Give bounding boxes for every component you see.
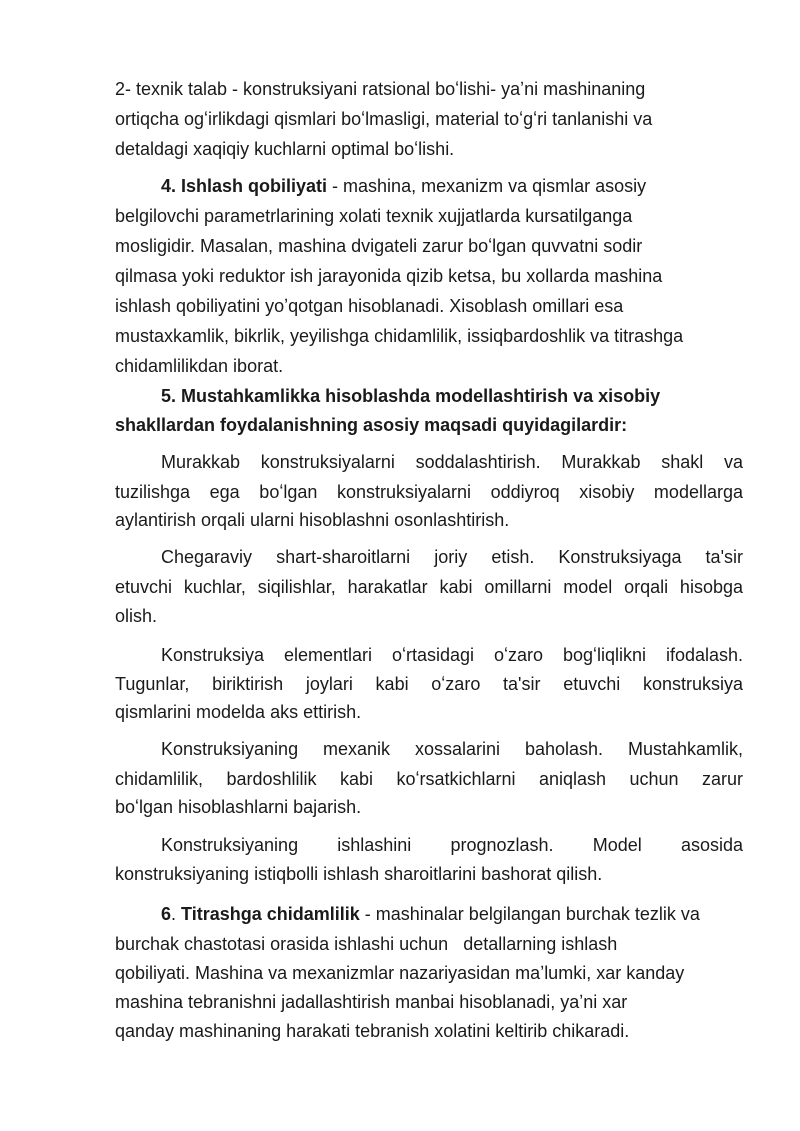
section4-line-1-rest: - mashina, mexanizm va qismlar asosiy [327,176,647,196]
section4-line-3: mosligidir. Masalan, mashina dvigateli zarur boʻlgan quvvatni sodir [115,236,643,256]
section4-line-2: belgilovchi parametrlarining xolati texnik xujjatlarda kursatilganga [115,206,633,226]
section6-dot: . [171,904,182,924]
section6-line-1 [161,901,700,927]
section6-line-1-rest: - mashinalar belgilangan burchak tezlik va [359,904,700,924]
paragraph-5-line-1: Konstruksiyaning ishlashini prognozlash. Model asosida [161,835,743,855]
section6-line-4: mashina tebranishni jadallashtirish manbai hisoblanadi, yaʼni xar [115,992,628,1012]
paragraph-1-line-3: aylantirish orqali ularni hisoblashni osonlashtirish. [115,510,510,530]
paragraph-1-line-2: tuzilishga ega boʻlgan konstruksiyalarni oddiyroq xisobiy modellarga [115,482,743,502]
section4-line-5: ishlash qobiliyatini yoʼqotgan hisoblanadi. Xisoblash omillari esa [115,296,624,316]
paragraph-4-line-2: chidamlilik, bardoshlilik kabi koʻrsatkichlarni aniqlash uchun zarur [115,769,743,789]
section4-line-7: chidamlilikdan iborat. [115,356,284,376]
paragraph-4-line-1: Konstruksiyaning mexanik xossalarini baholash. Mustahkamlik, [161,739,743,759]
paragraph-3-line-1: Konstruksiya elementlari oʻrtasidagi oʻzaro bogʻliqlikni ifodalash. [161,645,743,665]
paragraph-2-line-1: Chegaraviy shart-sharoitlarni joriy etish. Konstruksiyaga ta'sir [161,547,743,567]
section4-line-1 [161,173,646,199]
section6-line-5: qanday mashinaning harakati tebranish xolatini keltirib chikaradi. [115,1021,630,1041]
paragraph-1-line-1: Murakkab konstruksiyalarni soddalashtirish. Murakkab shakl va [161,452,743,472]
section4-line-6: mustaxkamlik, bikrlik, yeyilishga chidamlilik, issiqbardoshlik va titrashga [115,326,684,346]
section4-line-4: qilmasa yoki reduktor ish jarayonida qizib ketsa, bu xollarda mashina [115,266,663,286]
paragraph-2-line-3: olish. [115,606,158,626]
paragraph-4-line-3: boʻlgan hisoblashlarni bajarish. [115,797,362,817]
intro-line-3: detaldagi xaqiqiy kuchlarni optimal boʻlishi. [115,139,455,159]
intro-line-2: ortiqcha ogʻirlikdagi qismlari boʻlmasligi, material toʻgʻri tanlanishi va [115,109,653,129]
paragraph-3-line-3: qismlarini modelda aks ettirish. [115,702,362,722]
paragraph-5-line-2: konstruksiyaning istiqbolli ishlash sharoitlarini bashorat qilish. [115,864,603,884]
section5-heading-line-1: 5. Mustahkamlikka hisoblashda modellashtirish va xisobiy [161,386,661,406]
intro-line-1: 2- texnik talab - konstruksiyani ratsional boʻlishi- yaʼni mashinaning [115,79,646,99]
section6-line-3: qobiliyati. Mashina va mexanizmlar nazariyasidan maʼlumki, xar kanday [115,963,685,983]
section6-line-2: burchak chastotasi orasida ishlashi uchun detallarning ishlash [115,934,618,954]
section5-heading-line-2: shakllardan foydalanishning asosiy maqsadi quyidagilardir: [115,415,628,435]
section6-heading: Titrashga chidamlilik [181,904,360,924]
paragraph-2-line-2: etuvchi kuchlar, siqilishlar, harakatlar kabi omillarni model orqali hisobga [115,577,743,597]
section4-heading: 4. Ishlash qobiliyati [161,176,328,196]
section6-number: 6 [161,904,172,924]
paragraph-3-line-2: Tugunlar, biriktirish joylari kabi oʻzaro ta'sir etuvchi konstruksiya [115,674,743,694]
